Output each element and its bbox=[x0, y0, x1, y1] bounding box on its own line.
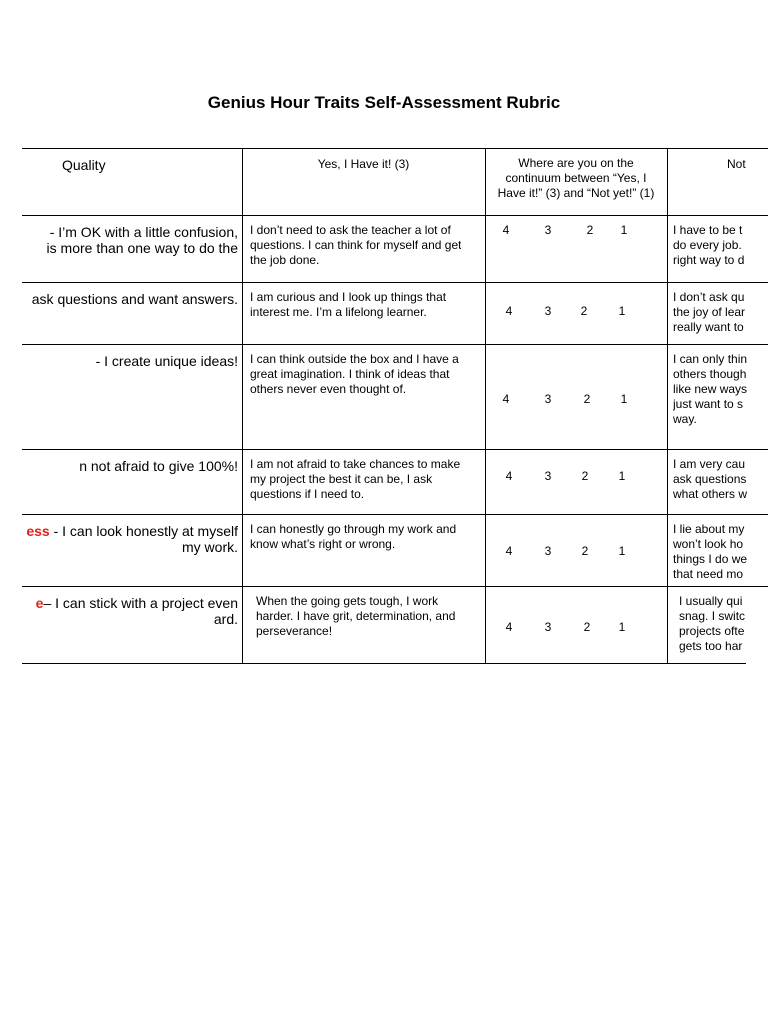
score-option-2[interactable]: 2 bbox=[580, 304, 588, 318]
column-divider bbox=[242, 148, 243, 664]
row-divider bbox=[22, 449, 768, 450]
score-option-4[interactable]: 4 bbox=[502, 392, 510, 406]
score-option-1[interactable]: 1 bbox=[620, 392, 628, 406]
quality-text: ard. bbox=[213, 611, 238, 627]
score-option-2[interactable]: 2 bbox=[586, 223, 594, 237]
not-yet-description bbox=[673, 352, 768, 427]
score-option-3[interactable]: 3 bbox=[544, 469, 552, 483]
score-option-1[interactable]: 1 bbox=[620, 223, 628, 237]
score-option-2[interactable]: 2 bbox=[581, 544, 589, 558]
text-line: perseverance! bbox=[256, 624, 333, 638]
quality-text: – I can stick with a project even bbox=[43, 595, 238, 611]
row-divider bbox=[22, 663, 746, 664]
score-option-2[interactable]: 2 bbox=[583, 392, 591, 406]
text-line: continuum between “Yes, I bbox=[505, 171, 647, 185]
not-yet-description bbox=[673, 223, 768, 268]
text-line: I can think outside the box and I have a bbox=[250, 352, 459, 366]
not-yet-description bbox=[673, 457, 768, 502]
row-divider bbox=[22, 148, 768, 149]
quality-line bbox=[0, 240, 238, 256]
quality-line bbox=[0, 291, 238, 307]
score-option-1[interactable]: 1 bbox=[618, 469, 626, 483]
yes-description bbox=[256, 594, 455, 639]
yes-description bbox=[250, 352, 459, 397]
text-line: harder. I have grit, determination, and bbox=[256, 609, 456, 623]
text-line: like new ways bbox=[673, 382, 748, 396]
rubric-table bbox=[0, 148, 768, 664]
trait-name: e bbox=[35, 595, 44, 611]
score-option-1[interactable]: 1 bbox=[618, 304, 626, 318]
quality-text: - I can look honestly at myself bbox=[49, 523, 238, 539]
quality-line bbox=[0, 539, 238, 555]
quality-text: my work. bbox=[182, 539, 238, 555]
text-line: way. bbox=[673, 412, 697, 426]
quality-line bbox=[0, 458, 238, 474]
column-divider bbox=[485, 148, 486, 664]
text-line: Have it!” (3) and “Not yet!” (1) bbox=[497, 186, 655, 200]
quality-text: - I create unique ideas! bbox=[95, 353, 238, 369]
text-line: just want to s bbox=[673, 397, 744, 411]
header-continuum bbox=[485, 156, 667, 201]
text-line: my project the best it can be, I ask bbox=[250, 472, 433, 486]
text-line: gets too har bbox=[679, 639, 743, 653]
score-option-1[interactable]: 1 bbox=[618, 620, 626, 634]
quality-line bbox=[0, 611, 238, 627]
text-line: projects ofte bbox=[679, 624, 745, 638]
text-line: I am curious and I look up things that bbox=[250, 290, 447, 304]
yes-description bbox=[250, 522, 456, 552]
text-line: ask questions bbox=[673, 472, 747, 486]
score-option-3[interactable]: 3 bbox=[544, 620, 552, 634]
quality-line bbox=[0, 224, 238, 240]
score-option-3[interactable]: 3 bbox=[544, 304, 552, 318]
not-yet-description bbox=[679, 594, 768, 654]
score-option-4[interactable]: 4 bbox=[505, 304, 513, 318]
text-line: really want to bbox=[673, 320, 744, 334]
score-option-4[interactable]: 4 bbox=[505, 469, 513, 483]
text-line: I don’t ask qu bbox=[673, 290, 745, 304]
quality-cell bbox=[0, 291, 238, 307]
text-line: questions. I can think for myself and get bbox=[250, 238, 462, 252]
score-option-3[interactable]: 3 bbox=[544, 223, 552, 237]
text-line: won’t look ho bbox=[673, 537, 744, 551]
column-divider bbox=[667, 148, 668, 664]
row-divider bbox=[22, 344, 768, 345]
text-line: I am very cau bbox=[673, 457, 746, 471]
quality-text: - I’m OK with a little confusion, bbox=[49, 224, 238, 240]
text-line: great imagination. I think of ideas that bbox=[250, 367, 450, 381]
not-yet-description bbox=[673, 522, 768, 582]
score-option-2[interactable]: 2 bbox=[581, 469, 589, 483]
text-line: others though bbox=[673, 367, 747, 381]
header-yes: Yes, I Have it! (3) bbox=[317, 157, 410, 171]
row-divider bbox=[22, 514, 768, 515]
text-line: others never even thought of. bbox=[250, 382, 407, 396]
yes-description bbox=[250, 290, 446, 320]
text-line: snag. I switc bbox=[679, 609, 746, 623]
quality-cell bbox=[0, 458, 238, 474]
text-line: I can only thin bbox=[673, 352, 748, 366]
trait-name: ess bbox=[26, 523, 50, 539]
text-line: questions if I need to. bbox=[250, 487, 365, 501]
quality-line bbox=[0, 353, 238, 369]
row-divider bbox=[22, 282, 768, 283]
row-divider bbox=[22, 586, 768, 587]
header-not-yet: Not bbox=[727, 157, 746, 171]
quality-text: n not afraid to give 100%! bbox=[79, 458, 238, 474]
quality-cell bbox=[0, 523, 238, 555]
score-option-3[interactable]: 3 bbox=[544, 392, 552, 406]
text-line: I don’t need to ask the teacher a lot of bbox=[250, 223, 451, 237]
text-line: I can honestly go through my work and bbox=[250, 522, 457, 536]
yes-description bbox=[250, 223, 461, 268]
text-line: the job done. bbox=[250, 253, 320, 267]
quality-line bbox=[0, 595, 238, 611]
header-quality: Quality bbox=[62, 157, 106, 173]
text-line: Where are you on the bbox=[518, 156, 634, 170]
score-option-4[interactable]: 4 bbox=[502, 223, 510, 237]
score-option-1[interactable]: 1 bbox=[618, 544, 626, 558]
text-line: I am not afraid to take chances to make bbox=[250, 457, 461, 471]
text-line: I usually qui bbox=[679, 594, 743, 608]
quality-text: is more than one way to do the bbox=[46, 240, 238, 256]
row-divider bbox=[22, 215, 768, 216]
text-line: things I do we bbox=[673, 552, 748, 566]
not-yet-description bbox=[673, 290, 768, 335]
text-line: what others w bbox=[673, 487, 748, 501]
text-line: When the going gets tough, I work bbox=[256, 594, 439, 608]
text-line: I have to be t bbox=[673, 223, 743, 237]
quality-cell bbox=[0, 224, 238, 256]
score-option-3[interactable]: 3 bbox=[544, 544, 552, 558]
text-line: know what’s right or wrong. bbox=[250, 537, 396, 551]
text-line: right way to d bbox=[673, 253, 745, 267]
quality-cell bbox=[0, 353, 238, 369]
quality-text: ask questions and want answers. bbox=[31, 291, 238, 307]
quality-line bbox=[0, 523, 238, 539]
text-line: do every job. bbox=[673, 238, 742, 252]
quality-cell bbox=[0, 595, 238, 627]
rubric-title: Genius Hour Traits Self-Assessment Rubric bbox=[207, 93, 561, 112]
score-option-2[interactable]: 2 bbox=[583, 620, 591, 634]
text-line: interest me. I’m a lifelong learner. bbox=[250, 305, 427, 319]
score-option-4[interactable]: 4 bbox=[505, 620, 513, 634]
text-line: I lie about my bbox=[673, 522, 745, 536]
text-line: that need mo bbox=[673, 567, 744, 581]
score-option-4[interactable]: 4 bbox=[505, 544, 513, 558]
text-line: the joy of lear bbox=[673, 305, 746, 319]
yes-description bbox=[250, 457, 460, 502]
